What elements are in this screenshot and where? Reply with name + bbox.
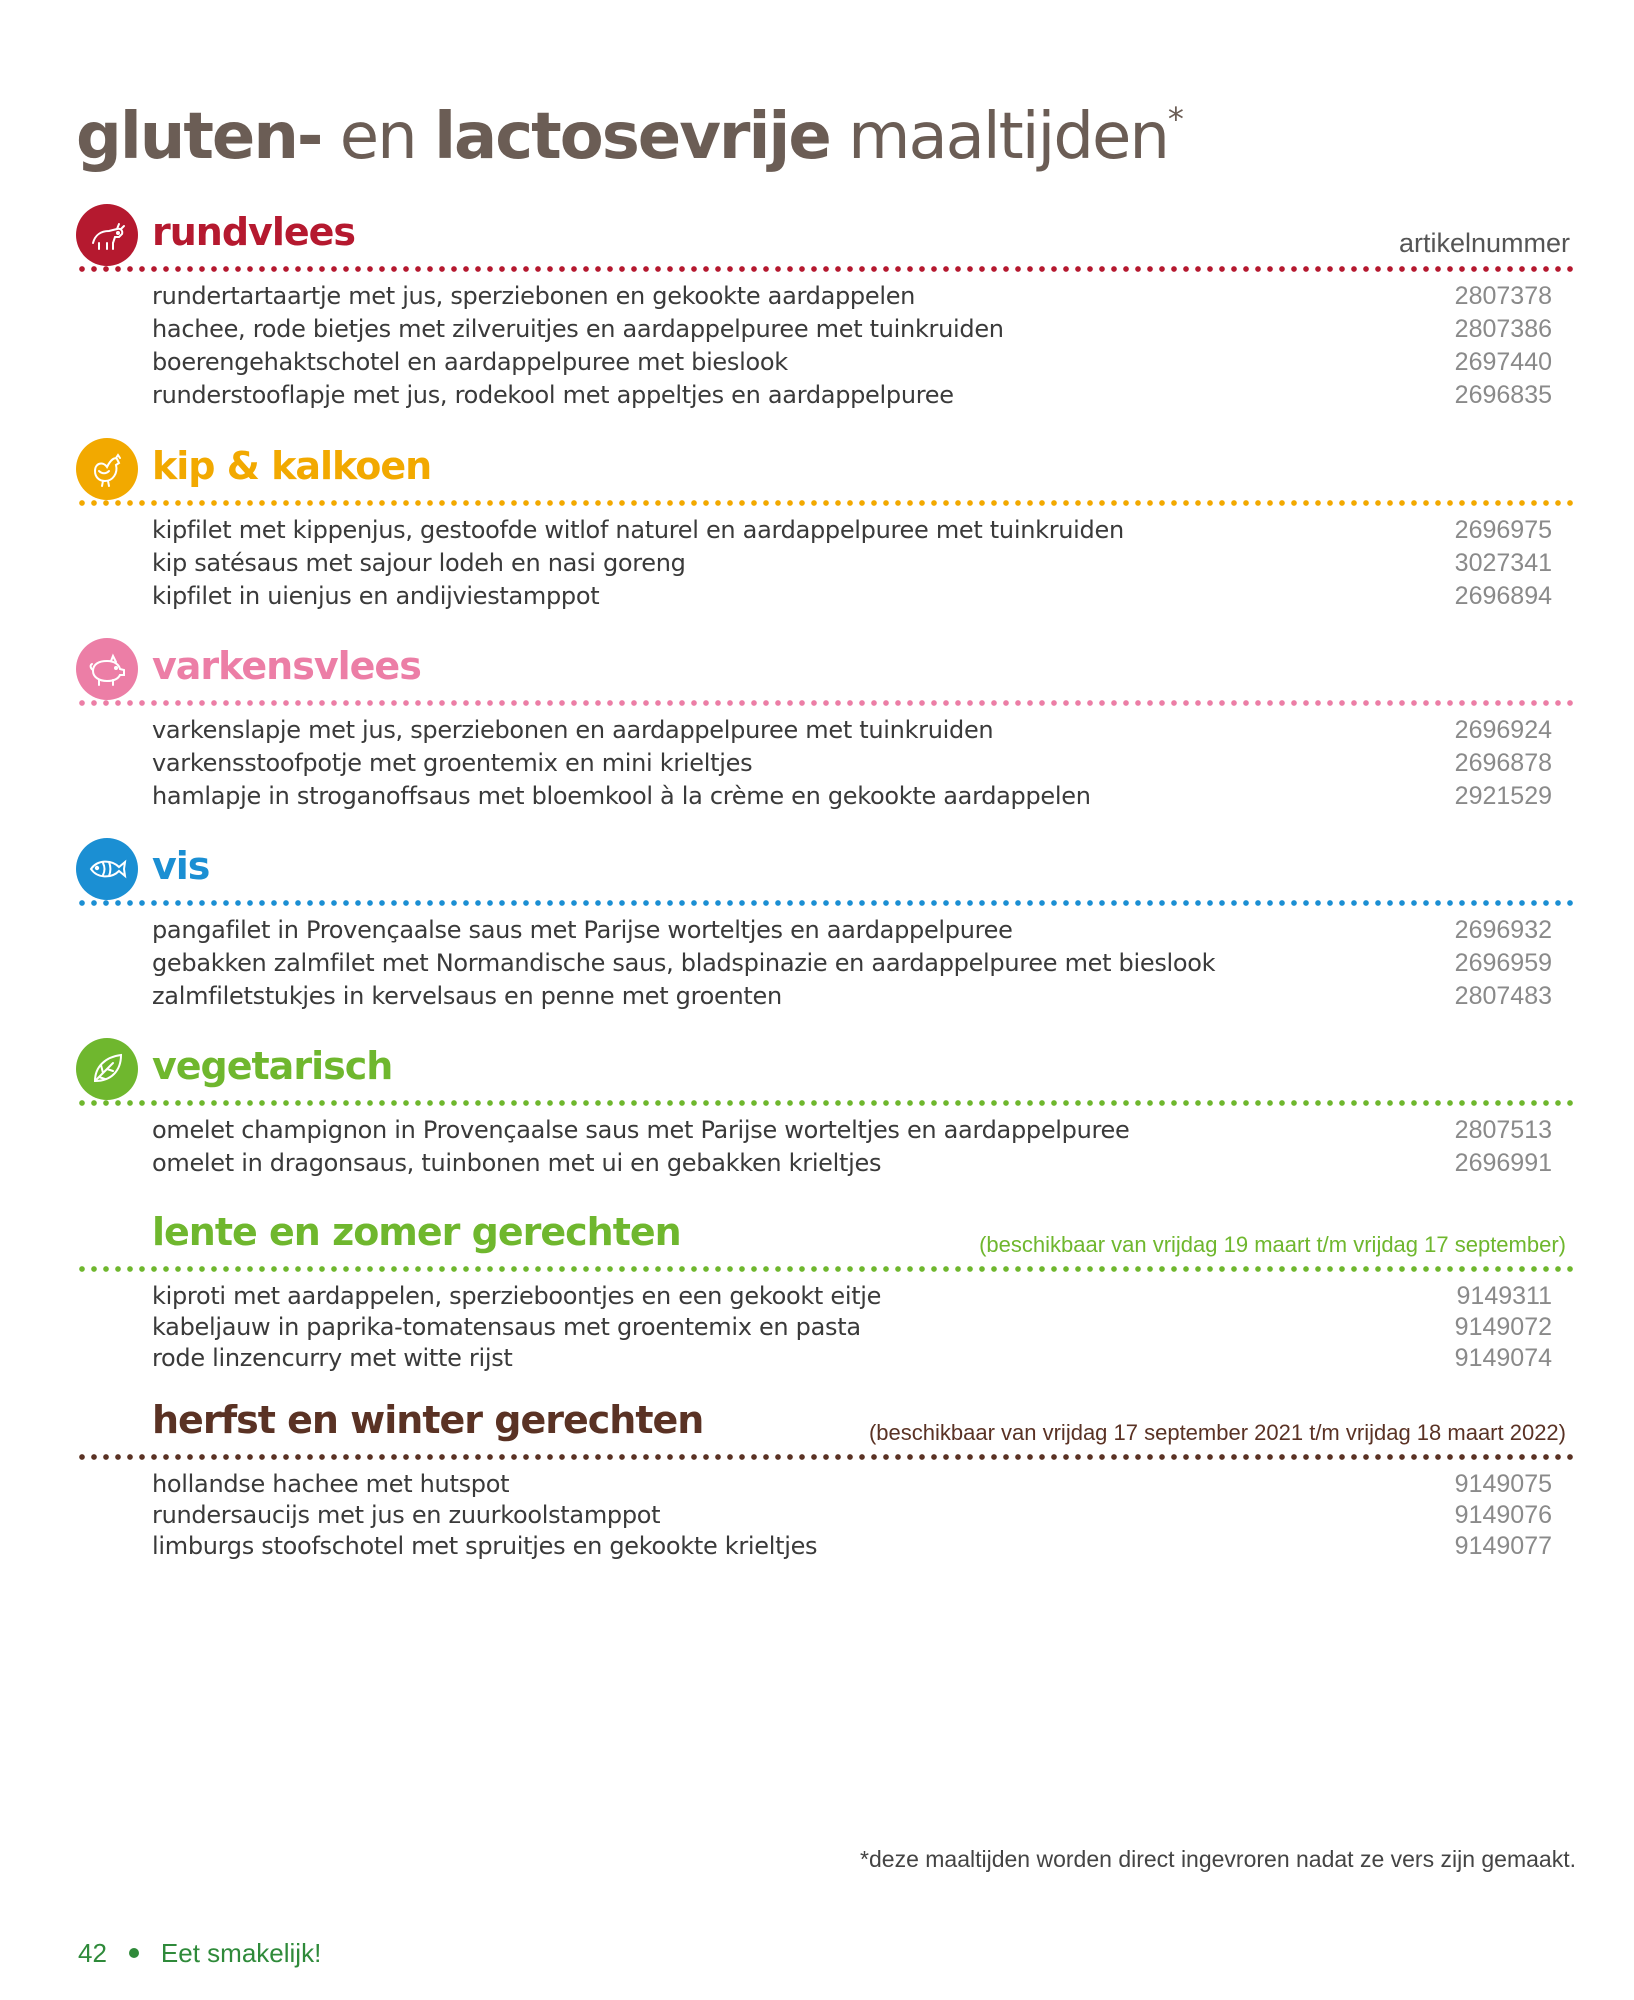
section-herfst-winter	[76, 1390, 1576, 1560]
item-code: 9149076	[1454, 1501, 1552, 1529]
item-list	[152, 1116, 1552, 1182]
page-footer	[78, 1938, 321, 1969]
list-item	[152, 1344, 1552, 1375]
dotted-divider	[76, 1454, 1574, 1460]
item-code: 2696959	[1454, 949, 1552, 977]
dotted-divider	[76, 500, 1574, 506]
item-code: 2696835	[1454, 381, 1552, 409]
item-name: kipfilet in uienjus en andijviestamppot	[152, 582, 600, 610]
availability-note: (beschikbaar van vrijdag 17 september 2021 t/m vrijdag 18 maart 2022)	[868, 1420, 1566, 1445]
section-header	[76, 1390, 1576, 1460]
list-item	[152, 1532, 1552, 1563]
page-title	[76, 100, 1182, 174]
list-item	[152, 982, 1552, 1015]
title-part-lactosevrije: lactosevrije	[434, 100, 830, 174]
section-title: vis	[152, 844, 210, 888]
item-code: 2921529	[1454, 782, 1552, 810]
item-name: zalmfiletstukjes in kervelsaus en penne met groenten	[152, 982, 782, 1010]
list-item	[152, 1313, 1552, 1344]
footnote: *deze maaltijden worden direct ingevroren nadat ze vers zijn gemaakt.	[860, 1846, 1576, 1872]
section-title: vegetarisch	[152, 1044, 393, 1088]
section-rundvlees	[76, 202, 1576, 409]
item-name: varkensstoofpotje met groentemix en mini krieltjes	[152, 749, 753, 777]
item-code: 2807378	[1454, 282, 1552, 310]
dotted-divider	[76, 700, 1574, 706]
item-list	[152, 282, 1552, 414]
item-name: varkenslapje met jus, sperziebonen en aardappelpuree met tuinkruiden	[152, 716, 994, 744]
item-name: kip satésaus met sajour lodeh en nasi goreng	[152, 549, 686, 577]
item-name: rundersaucijs met jus en zuurkoolstamppot	[152, 1501, 661, 1529]
section-header	[76, 1036, 1576, 1106]
item-name: rode linzencurry met witte rijst	[152, 1344, 513, 1372]
list-item	[152, 1470, 1552, 1501]
item-code: 2696975	[1454, 516, 1552, 544]
item-name: kipfilet met kippenjus, gestoofde witlof naturel en aardappelpuree met tuinkruiden	[152, 516, 1124, 544]
column-label-artikelnummer: artikelnummer	[1398, 228, 1570, 258]
section-header	[76, 636, 1576, 706]
item-name: hollandse hachee met hutspot	[152, 1470, 510, 1498]
item-code: 9149072	[1454, 1313, 1552, 1341]
item-list	[152, 516, 1552, 615]
list-item	[152, 782, 1552, 815]
section-header	[76, 836, 1576, 906]
item-name: omelet champignon in Provençaalse saus met Parijse worteltjes en aardappelpuree	[152, 1116, 1130, 1144]
item-name: rundertartaartje met jus, sperziebonen en gekookte aardappelen	[152, 282, 916, 310]
list-item	[152, 1149, 1552, 1182]
section-header	[76, 1202, 1576, 1272]
item-name: boerengehaktschotel en aardappelpuree met bieslook	[152, 348, 788, 376]
item-code: 2807513	[1454, 1116, 1552, 1144]
list-item	[152, 949, 1552, 982]
list-item	[152, 749, 1552, 782]
item-name: kiproti met aardappelen, sperzieboontjes en een gekookt eitje	[152, 1282, 882, 1310]
item-code: 9149311	[1456, 1282, 1552, 1310]
item-code: 9149077	[1454, 1532, 1552, 1560]
availability-note: (beschikbaar van vrijdag 19 maart t/m vrijdag 17 september)	[979, 1232, 1566, 1257]
section-header	[76, 436, 1576, 506]
item-name: hamlapje in stroganoffsaus met bloemkool à la crème en gekookte aardappelen	[152, 782, 1091, 810]
item-name: gebakken zalmfilet met Normandische saus, bladspinazie en aardappelpuree met bieslook	[152, 949, 1216, 977]
section-vegetarisch	[76, 1036, 1576, 1177]
item-code: 9149074	[1454, 1344, 1552, 1372]
list-item	[152, 315, 1552, 348]
cow-icon	[76, 204, 138, 266]
item-list	[152, 1282, 1552, 1375]
list-item	[152, 916, 1552, 949]
list-item	[152, 1501, 1552, 1532]
item-code: 2697440	[1454, 348, 1552, 376]
section-varkensvlees	[76, 636, 1576, 810]
title-asterisk: *	[1167, 99, 1182, 138]
section-lente-zomer	[76, 1202, 1576, 1372]
dotted-divider	[76, 1266, 1574, 1272]
title-part-gluten: gluten-	[76, 100, 322, 174]
item-name: omelet in dragonsaus, tuinbonen met ui en gebakken krieltjes	[152, 1149, 882, 1177]
list-item	[152, 381, 1552, 414]
page-number: 42	[78, 1938, 107, 1968]
section-header	[76, 202, 1576, 272]
item-list	[152, 916, 1552, 1015]
leaf-icon	[76, 1038, 138, 1100]
pig-icon	[76, 638, 138, 700]
list-item	[152, 716, 1552, 749]
title-part-maaltijden: maaltijden	[829, 100, 1168, 174]
section-vis	[76, 836, 1576, 1010]
section-title: kip & kalkoen	[152, 444, 432, 488]
item-code: 2696894	[1454, 582, 1552, 610]
section-title: herfst en winter gerechten	[152, 1398, 704, 1442]
item-code: 2696932	[1454, 916, 1552, 944]
item-name: pangafilet in Provençaalse saus met Parijse worteltjes en aardappelpuree	[152, 916, 1013, 944]
item-code: 2696924	[1454, 716, 1552, 744]
title-part-en: en	[321, 100, 435, 174]
item-code: 9149075	[1454, 1470, 1552, 1498]
item-name: limburgs stoofschotel met spruitjes en gekookte krieltjes	[152, 1532, 818, 1560]
item-list	[152, 716, 1552, 815]
item-code: 2807386	[1454, 315, 1552, 343]
section-title: rundvlees	[152, 210, 356, 254]
list-item	[152, 348, 1552, 381]
dotted-divider	[76, 266, 1574, 272]
chicken-icon	[76, 438, 138, 500]
list-item	[152, 282, 1552, 315]
list-item	[152, 582, 1552, 615]
list-item	[152, 549, 1552, 582]
section-title: lente en zomer gerechten	[152, 1210, 681, 1254]
dotted-divider	[76, 900, 1574, 906]
section-title: varkensvlees	[152, 644, 421, 688]
list-item	[152, 1282, 1552, 1313]
list-item	[152, 1116, 1552, 1149]
item-list	[152, 1470, 1552, 1563]
item-name: runderstooflapje met jus, rodekool met appeltjes en aardappelpuree	[152, 381, 954, 409]
dotted-divider	[76, 1100, 1574, 1106]
item-name: kabeljauw in paprika-tomatensaus met groentemix en pasta	[152, 1313, 861, 1341]
bullet-dot-icon	[129, 1948, 139, 1958]
item-code: 2696878	[1454, 749, 1552, 777]
fish-icon	[76, 838, 138, 900]
section-kip-kalkoen	[76, 436, 1576, 610]
list-item	[152, 516, 1552, 549]
item-name: hachee, rode bietjes met zilveruitjes en aardappelpuree met tuinkruiden	[152, 315, 1004, 343]
item-code: 2807483	[1454, 982, 1552, 1010]
publication-name: Eet smakelijk!	[160, 1938, 322, 1968]
item-code: 2696991	[1454, 1149, 1552, 1177]
item-code: 3027341	[1454, 549, 1552, 577]
